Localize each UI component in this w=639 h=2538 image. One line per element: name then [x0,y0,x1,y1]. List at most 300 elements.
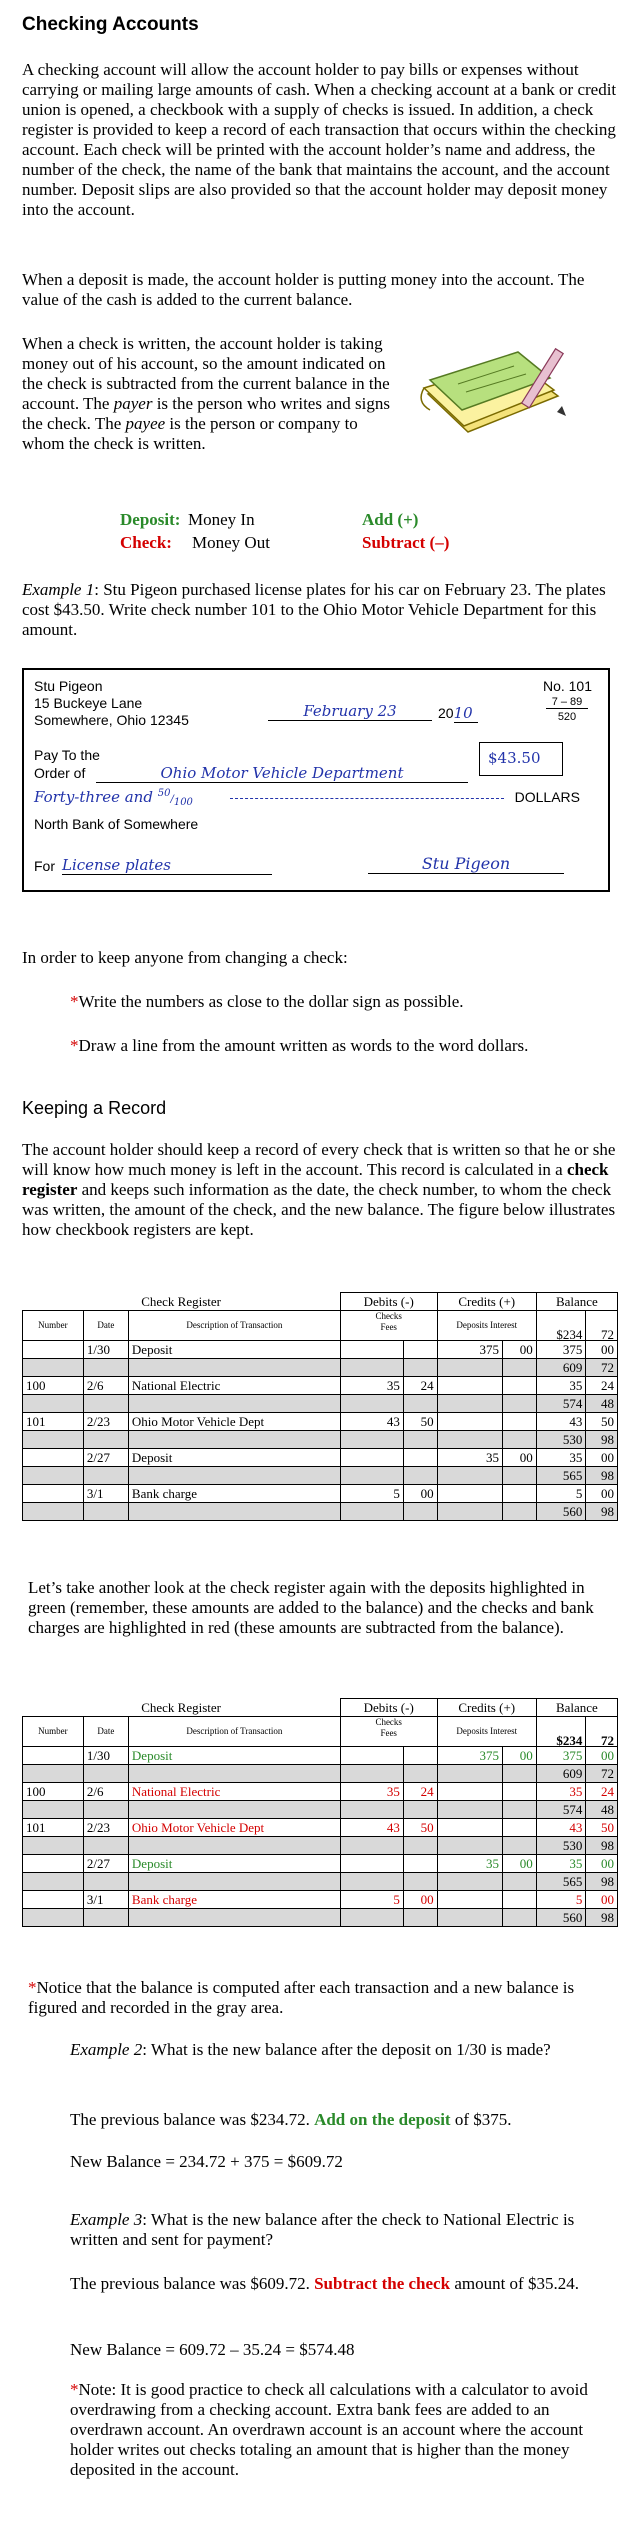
order-of-label: Order of [34,765,86,781]
register-cell-deb_d [340,1837,403,1855]
example-2-previous [70,2110,512,2130]
col-description: Description of Transaction [128,1717,340,1747]
amount-words: Forty-three and [34,788,158,806]
register-cell-cred_c [503,1891,537,1909]
register-cell-cred_c [503,1431,537,1449]
register-cell-cred_d [437,1873,502,1891]
record-part1: The account holder should keep a record of every check that is written so that he or she will know how much money is left in the account. This record is calculated in a [22,1140,616,1179]
register-cell-bal_d: 5 [536,1485,586,1503]
register-cell-bal_d: 574 [536,1395,586,1413]
amount-words-line: Forty-three and $^{50}/_{100}$ DOLLARS [34,788,580,808]
register-cell-date: 1/30 [83,1341,128,1359]
register-cell-bal_d: 609 [536,1765,586,1783]
register-cell-num [23,1873,84,1891]
register-cell-deb_d [340,1855,403,1873]
example-2-label: Example 2 [70,2040,143,2059]
check-register-colored-table [22,1698,618,1927]
register-cell-cred_c [503,1377,537,1395]
balance-header: Balance [536,1293,617,1311]
table-row [23,1855,618,1873]
check-address-2: Somewhere, Ohio 12345 [34,712,189,728]
example-1-text: : Stu Pigeon purchased license plates for his car on February 23. The plates cost $43.50. Write check number 101 to the Ohio Motor Vehicle Department for this amount. [22,580,606,639]
amount-box [479,742,563,776]
bank-name: North Bank of Somewhere [34,816,199,832]
register-cell-bal_c: 00 [586,1855,618,1873]
register-cell-deb_c [403,1449,437,1467]
register-cell-bal_c: 72 [586,1765,618,1783]
register-cell-deb_c [403,1467,437,1485]
register-cell-cred_d [437,1819,502,1837]
tip-2: *Draw a line from the amount written as words to the word dollars. [70,1036,529,1055]
register-cell-cred_d: 35 [437,1855,502,1873]
register-cell-cred_d [437,1359,502,1377]
register-cell-cred_c [503,1873,537,1891]
register-cell-bal_d: 375 [536,1747,586,1765]
register-cell-deb_c [403,1837,437,1855]
register-cell-desc: Ohio Motor Vehicle Dept [128,1819,340,1837]
register-cell-bal_d: 530 [536,1837,586,1855]
register-cell-date: 2/27 [83,1449,128,1467]
col-number: Number [23,1717,84,1747]
table-row [23,1377,618,1395]
example-2-result: New Balance = 234.72 + 375 = $609.72 [70,2152,343,2171]
register-cell-date [83,1801,128,1819]
register-cell-num [23,1467,84,1485]
register-cell-deb_d [340,1909,403,1927]
register-cell-num [23,1359,84,1377]
register-cell-date [83,1503,128,1521]
record-part2: and keeps such information as the date, the check number, to whom the check was written, the amount of the check, and the new balance. The figure below illustrates how checkbook registers are kept. [22,1180,616,1239]
col-deposits-interest: Deposits Interest [437,1311,536,1341]
register-cell-bal_c: 48 [586,1801,618,1819]
table-row [23,1873,618,1891]
register-cell-date [83,1837,128,1855]
register-cell-date [83,1765,128,1783]
register-cell-cred_c: 00 [503,1341,537,1359]
register-cell-deb_d: 5 [340,1485,403,1503]
register-cell-desc: National Electric [128,1377,340,1395]
register-cell-num [23,1747,84,1765]
table-row [23,1395,618,1413]
table-row [23,1503,618,1521]
payee-term: payee [125,414,166,433]
col-date: Date [83,1717,128,1747]
register-cell-deb_d [340,1801,403,1819]
check-payee: Ohio Motor Vehicle Department [96,764,468,783]
register-cell-cred_c [503,1909,537,1927]
register-cell-date [83,1909,128,1927]
example-3-question [70,2210,590,2250]
record-paragraph [22,1140,618,1240]
check-para-part2: is the person who writes and signs the check. The [22,394,390,433]
register-cell-desc [128,1431,340,1449]
register-cell-deb_c [403,1801,437,1819]
deposit-paragraph: When a deposit is made, the account holder is putting money into the account. The value of the cash is added to the current balance. [22,270,585,309]
table-row [23,1909,618,1927]
check-signature: Stu Pigeon [368,854,564,874]
table-row [23,1431,618,1449]
legend-subtract: Subtract (–) [362,533,450,552]
check-year [438,704,478,723]
register-cell-deb_d [340,1467,403,1485]
register-cell-num [23,1801,84,1819]
example-2-q: : What is the new balance after the deposit on 1/30 is made? [142,2040,551,2059]
example-3-previous [70,2274,600,2294]
register-cell-num [23,1395,84,1413]
register-cell-desc: Deposit [128,1341,340,1359]
register-cell-bal_d: 5 [536,1891,586,1909]
register-cell-bal_d: 35 [536,1377,586,1395]
notice-text: Notice that the balance is computed after each transaction and a new balance is figured and recorded in the gray area. [28,1978,575,2017]
check [22,668,610,892]
register-cell-cred_c: 00 [503,1855,537,1873]
balance-header: Balance [536,1699,617,1717]
register-cell-desc [128,1837,340,1855]
note-paragraph: *Note: It is good practice to check all calculations with a calculator to avoid overdrawing from a checking account. Extra bank fees are added to an overdrawn account. An overdrawn account is an account where the account holder writes out checks totaling an amount that is higher than the money deposited in the account. [70,2380,588,2479]
register-cell-desc [128,1909,340,1927]
register-cell-date [83,1431,128,1449]
register-title: Check Register [23,1699,341,1717]
register-cell-bal_d: 560 [536,1503,586,1521]
register-cell-cred_c: 00 [503,1747,537,1765]
register-cell-desc: National Electric [128,1783,340,1801]
register-cell-deb_c: 00 [403,1485,437,1503]
register-cell-bal_c: 98 [586,1873,618,1891]
register-cell-bal_d: 565 [536,1873,586,1891]
payer-term: payer [113,394,153,413]
register-cell-date: 2/6 [83,1783,128,1801]
register-cell-cred_c [503,1765,537,1783]
register-cell-cred_d [437,1503,502,1521]
register-cell-bal_c: 24 [586,1783,618,1801]
register-cell-deb_c [403,1359,437,1377]
register-cell-bal_d: 530 [536,1431,586,1449]
register-cell-cred_c [503,1413,537,1431]
register-cell-cred_d [437,1783,502,1801]
amount-box-value: $43.50 [488,749,541,767]
example-3-label: Example 3 [70,2210,143,2229]
legend-deposit-text: Money In [188,510,255,529]
register-cell-deb_d [340,1873,403,1891]
register-cell-deb_d [340,1765,403,1783]
register-cell-cred_d [437,1485,502,1503]
register-cell-bal_d: 35 [536,1449,586,1467]
routing-top: 7 – 89 [546,696,588,709]
register-cell-cred_d [437,1891,502,1909]
table-row [23,1413,618,1431]
example-2-prev: The previous balance was $234.72. [70,2110,315,2129]
table-row [23,1747,618,1765]
register-cell-deb_c [403,1395,437,1413]
register-title: Check Register [23,1293,341,1311]
register-cell-deb_d: 35 [340,1377,403,1395]
register-cell-desc: Deposit [128,1449,340,1467]
register-cell-date: 2/23 [83,1413,128,1431]
register-cell-cred_d: 35 [437,1449,502,1467]
register-cell-num [23,1855,84,1873]
legend-check-text: Money Out [192,533,270,552]
credits-header: Credits (+) [437,1293,536,1311]
check-date: February 23 [268,702,432,721]
register-cell-bal_d: 375 [536,1341,586,1359]
check-number: No. 101 [542,678,592,694]
register-cell-cred_d [437,1377,502,1395]
year-prefix: 20 [438,705,454,721]
table-row [23,1783,618,1801]
register-cell-deb_d [340,1395,403,1413]
register-cell-cred_d: 375 [437,1747,502,1765]
register-cell-num [23,1503,84,1521]
register-cell-deb_c: 50 [403,1819,437,1837]
register-cell-desc: Deposit [128,1747,340,1765]
col-checks-fees [340,1311,437,1341]
register-cell-deb_c [403,1431,437,1449]
register-cell-num [23,1891,84,1909]
register-cell-deb_d: 35 [340,1783,403,1801]
col-checks: Checks [375,1311,402,1321]
register-cell-num: 101 [23,1819,84,1837]
register-cell-bal_d: 43 [536,1413,586,1431]
register-cell-deb_c: 24 [403,1783,437,1801]
register-cell-bal_d: 560 [536,1909,586,1927]
register-cell-deb_c [403,1341,437,1359]
check-register-term: check register [22,1160,609,1199]
register-cell-deb_d: 43 [340,1819,403,1837]
register-cell-deb_c [403,1873,437,1891]
register-cell-deb_d [340,1359,403,1377]
register-cell-bal_c: 98 [586,1467,618,1485]
check-register-table [22,1292,618,1521]
register-cell-bal_d: 43 [536,1819,586,1837]
register-cell-deb_c: 50 [403,1413,437,1431]
register-cell-bal_d: 35 [536,1855,586,1873]
register-cell-num: 100 [23,1783,84,1801]
example-3-action: Subtract the check [314,2274,451,2293]
register-cell-cred_d [437,1801,502,1819]
register-cell-desc [128,1765,340,1783]
table-row [23,1449,618,1467]
credits-header: Credits (+) [437,1699,536,1717]
register-cell-cred_c [503,1783,537,1801]
highlight-paragraph: Let’s take another look at the check register again with the deposits highlighted in green (remember, these amounts are added to the balance) and the checks and bank charges are highlighted in red (these amounts are subtracted from the balance). [28,1578,594,1637]
register-cell-deb_c [403,1503,437,1521]
register-cell-deb_d [340,1341,403,1359]
register-cell-bal_c: 50 [586,1819,618,1837]
register-cell-bal_c: 50 [586,1413,618,1431]
notice-paragraph: *Notice that the balance is computed after each transaction and a new balance is figured and recorded in the gray area. [28,1978,575,2017]
register-cell-deb_c [403,1765,437,1783]
example-3-prev: The previous balance was $609.72. [70,2274,315,2293]
register-cell-bal_c: 24 [586,1377,618,1395]
register-cell-cred_d [437,1395,502,1413]
example-3-q: : What is the new balance after the check to National Electric is written and sent for payment? [70,2210,575,2249]
register-cell-desc: Deposit [128,1855,340,1873]
register-cell-num [23,1485,84,1503]
register-cell-num [23,1765,84,1783]
col-fees: Fees [380,1728,397,1738]
cents-num: 50 [157,788,171,799]
table-row [23,1891,618,1909]
register-cell-deb_c: 24 [403,1377,437,1395]
register-cell-desc: Bank charge [128,1891,340,1909]
check-address-1: 15 Buckeye Lane [34,695,143,711]
register-cell-bal_d: 609 [536,1359,586,1377]
year-hand: 10 [454,704,478,723]
register-cell-date: 2/23 [83,1819,128,1837]
legend-add: Add (+) [362,510,419,529]
register-cell-num: 100 [23,1377,84,1395]
register-cell-cred_d [437,1837,502,1855]
legend-check-label: Check: [120,533,172,552]
register-cell-cred_c: 00 [503,1449,537,1467]
dollars-label: DOLLARS [514,789,580,805]
routing-bottom: 520 [557,711,577,723]
register-cell-bal_d: 35 [536,1783,586,1801]
register-cell-deb_c: 00 [403,1891,437,1909]
register-cell-desc [128,1359,340,1377]
col-fees: Fees [380,1322,397,1332]
table-row [23,1485,618,1503]
register-cell-deb_d: 5 [340,1891,403,1909]
register-cell-date: 2/6 [83,1377,128,1395]
register-cell-desc: Bank charge [128,1485,340,1503]
register-cell-date [83,1395,128,1413]
register-cell-deb_d [340,1449,403,1467]
register-cell-date [83,1467,128,1485]
check-name: Stu Pigeon [34,678,103,694]
register-cell-bal_c: 00 [586,1747,618,1765]
register-cell-cred_d [437,1431,502,1449]
register-cell-cred_c [503,1467,537,1485]
tip-1-text: Write the numbers as close to the dollar sign as possible. [78,992,464,1011]
register-cell-bal_c: 00 [586,1891,618,1909]
register-cell-bal_c: 72 [586,1359,618,1377]
register-cell-cred_d: 375 [437,1341,502,1359]
intro-paragraph: A checking account will allow the account holder to pay bills or expenses without carrying or mailing large amounts of cash. When a checking account at a bank or credit union is opened, a checkbook with a supply of checks is issued. In addition, a check register is provided to keep a record of each transaction that occurs within the checking account. Each check will be printed with the account holder’s name and address, the number of the check, the name of the bank that maintains the account, and the account number. Deposit slips are also provided so that the account holder may deposit money into the account. [22,60,617,219]
register-cell-num [23,1431,84,1449]
example-2-amount: of $375. [450,2110,512,2129]
register-cell-bal_d: 565 [536,1467,586,1485]
start-balance-dollars: $234 [536,1717,586,1747]
register-cell-desc [128,1395,340,1413]
register-cell-cred_c [503,1819,537,1837]
example-1 [22,580,618,640]
register-cell-num [23,1837,84,1855]
table-row [23,1467,618,1485]
table-row [23,1819,618,1837]
register-cell-deb_c [403,1909,437,1927]
register-cell-desc: Ohio Motor Vehicle Dept [128,1413,340,1431]
example-2-action: Add on the deposit [314,2110,451,2129]
register-cell-deb_d: 43 [340,1413,403,1431]
table-row [23,1837,618,1855]
register-cell-deb_c [403,1855,437,1873]
col-date: Date [83,1311,128,1341]
debits-header: Debits (-) [340,1293,437,1311]
register-cell-cred_c [503,1485,537,1503]
register-cell-cred_d [437,1467,502,1485]
register-cell-num [23,1449,84,1467]
register-cell-bal_c: 98 [586,1837,618,1855]
register-cell-bal_c: 00 [586,1449,618,1467]
col-deposits-interest: Deposits Interest [437,1717,536,1747]
register-cell-date: 2/27 [83,1855,128,1873]
legend-deposit-label: Deposit: [120,510,181,529]
register-cell-cred_d [437,1413,502,1431]
pay-to-label: Pay To the [34,747,100,763]
col-number: Number [23,1311,84,1341]
register-cell-bal_c: 98 [586,1503,618,1521]
debits-header: Debits (-) [340,1699,437,1717]
register-cell-date [83,1359,128,1377]
register-cell-desc [128,1801,340,1819]
register-cell-deb_d [340,1503,403,1521]
example-3-amount: amount of $35.24. [450,2274,579,2293]
table-row [23,1765,618,1783]
check-para-part3: is the person or company to whom the check is written. [22,414,358,453]
register-cell-date: 3/1 [83,1891,128,1909]
register-cell-date [83,1873,128,1891]
table-row [23,1801,618,1819]
register-cell-num [23,1341,84,1359]
register-cell-cred_c [503,1359,537,1377]
register-cell-bal_d: 574 [536,1801,586,1819]
col-checks: Checks [375,1717,402,1727]
register-cell-bal_c: 98 [586,1431,618,1449]
example-2-question [70,2040,590,2060]
register-cell-date: 3/1 [83,1485,128,1503]
table-row [23,1359,618,1377]
record-heading: Keeping a Record [22,1098,167,1118]
col-checks-fees [340,1717,437,1747]
register-cell-desc [128,1503,340,1521]
col-description: Description of Transaction [128,1311,340,1341]
start-balance-dollars: $234 [536,1311,586,1341]
register-cell-bal_c: 00 [586,1341,618,1359]
register-cell-desc [128,1873,340,1891]
tip-2-text: Draw a line from the amount written as words to the word dollars. [78,1036,529,1055]
prevent-intro: In order to keep anyone from changing a check: [22,948,348,967]
example-1-label: Example 1 [22,580,95,599]
register-cell-cred_d [437,1765,502,1783]
register-cell-desc [128,1467,340,1485]
register-cell-cred_c [503,1837,537,1855]
check-memo: License plates [62,856,272,875]
page-title: Checking Accounts [22,14,199,35]
register-cell-bal_c: 00 [586,1485,618,1503]
example-3-result: New Balance = 609.72 – 35.24 = $574.48 [70,2340,355,2359]
check-para-part1: When a check is written, the account holder is taking money out of his account, so the amount indicated on the check is subtracted from the current balance in the account. The [22,334,390,413]
register-cell-num: 101 [23,1413,84,1431]
register-cell-deb_d [340,1747,403,1765]
register-cell-date: 1/30 [83,1747,128,1765]
start-balance-cents: 72 [586,1311,618,1341]
cents-den: 100 [173,797,193,808]
table-row [23,1341,618,1359]
register-cell-cred_d [437,1909,502,1927]
register-cell-deb_c [403,1747,437,1765]
register-cell-deb_d [340,1431,403,1449]
tip-1: *Write the numbers as close to the dollar sign as possible. [70,992,464,1011]
for-label: For [34,858,55,874]
start-balance-cents: 72 [586,1717,618,1747]
register-cell-cred_c [503,1503,537,1521]
register-cell-bal_c: 48 [586,1395,618,1413]
note-text: Note: It is good practice to check all calculations with a calculator to avoid overdrawing from a checking account. Extra bank fees are added to an overdrawn account. An overdrawn account is an account where the account holder writes out checks totaling an amount that is higher than the money deposited in the account. [70,2380,588,2479]
check-paragraph [22,334,392,454]
register-cell-num [23,1909,84,1927]
register-cell-cred_c [503,1801,537,1819]
